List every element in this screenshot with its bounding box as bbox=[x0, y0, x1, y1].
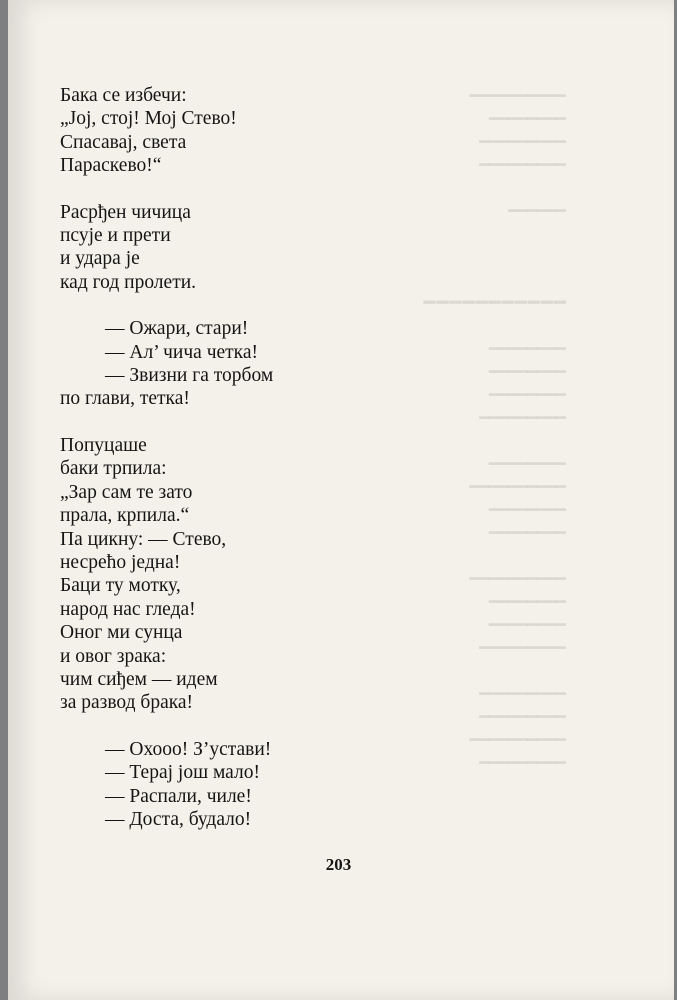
poem-line: Па цикну: — Стево, bbox=[60, 528, 227, 550]
poem-line: — Терај још мало! bbox=[105, 762, 260, 784]
page-number: 203 bbox=[325, 855, 352, 874]
poem-line: прала, крпила.“ bbox=[60, 505, 190, 527]
poem-line: — Доста, будало! bbox=[105, 808, 252, 830]
poem-line: народ нас гледа! bbox=[60, 598, 196, 620]
stanza bbox=[60, 387, 360, 410]
stanza bbox=[60, 84, 360, 178]
stanza bbox=[60, 434, 360, 715]
poem-line: Расрђен чичица bbox=[60, 201, 191, 223]
poem-line: и овог зрака: bbox=[60, 645, 167, 667]
poem-line: чим сиђем — идем bbox=[60, 668, 218, 690]
poem-line: — Ожари, стари! bbox=[105, 318, 249, 340]
poem-line: Оног ми сунца bbox=[60, 622, 183, 644]
poem-line: — Охооо! З’устави! bbox=[105, 738, 272, 760]
poem-line: псује и прети bbox=[60, 225, 171, 247]
stanza bbox=[60, 738, 360, 832]
poem-line: „Јој, стој! Мој Стево! bbox=[60, 108, 237, 130]
poem-line: баки трпила: bbox=[60, 458, 167, 480]
stanza bbox=[60, 317, 360, 387]
poem-line: Баци ту мотку, bbox=[60, 575, 181, 597]
poem-line: и удара је bbox=[60, 248, 140, 270]
stanza bbox=[60, 201, 360, 295]
poem-line: — Распали, чиле! bbox=[105, 785, 252, 807]
poem-line: Параскево!“ bbox=[60, 155, 162, 177]
poem-line: „Зар сам те зато bbox=[60, 481, 193, 503]
poem-body bbox=[60, 84, 360, 854]
poem-line: за развод брака! bbox=[60, 692, 194, 714]
poem-line: несрећо једна! bbox=[60, 551, 181, 573]
poem-line: кад год пролети. bbox=[60, 271, 197, 293]
poem-line: Спасавај, света bbox=[60, 131, 187, 153]
bleed-through-decoration: ━━━━━━━━━━ ━━━━━━━━ ━━━━━━━━━ ━━━━━━━━━ ━━━━━━ ━━━━━━━━━━━ ━━━━━━━━ ━━━━━━━━ ━━━━━━━━ ━━━━━━━━━ ━━━━━━━━ ━━━━━━━━━━ ━━━━━━━━ ━━━━━━━━ ━━━━━━━━━━ ━━━━━━━━ ━━━━━━━━ ━━━━━━━━━ ━━━━━━━━━ ━━━━━━━━━ ━━━━━━━━━━ ━━━━━━━━━ bbox=[422, 86, 566, 772]
poem-line: Попуцаше bbox=[60, 434, 147, 456]
poem-line: — Ал’ чича четка! bbox=[105, 341, 259, 363]
poem-line: по глави, тетка! bbox=[60, 388, 190, 410]
poem-line: Бака се избечи: bbox=[60, 85, 187, 106]
poem-line: — Звизни га торбом bbox=[105, 365, 274, 387]
